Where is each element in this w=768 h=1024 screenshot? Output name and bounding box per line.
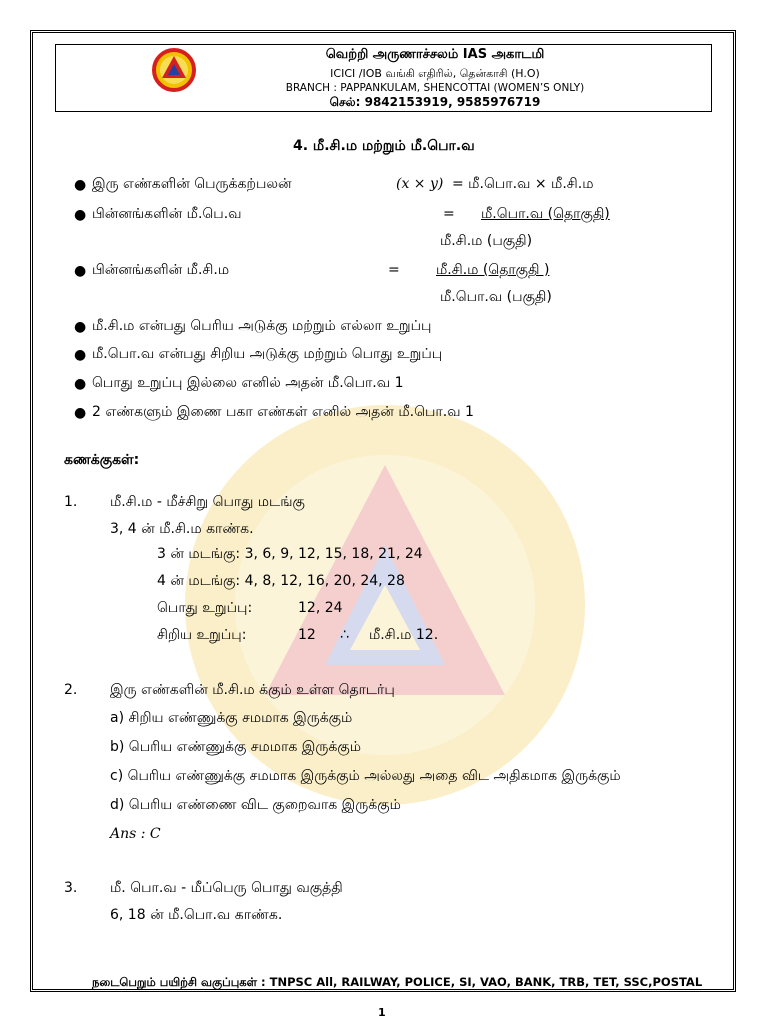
product-rhs: = மீ.பொ.வ × மீ.சி.ம bbox=[452, 176, 594, 192]
problem3-heading: மீ. பொ.வ - மீப்பெரு பொது வகுத்தி bbox=[110, 880, 343, 896]
smallest-value: 12 bbox=[298, 627, 316, 643]
fact-item: மீ.சி.ம என்பது பெரிய அடுக்கு மற்றும் எல்லா உறுப்பு bbox=[92, 318, 432, 334]
phone-line: செல்: 9842153919, 9585976719 bbox=[329, 95, 541, 109]
fraction-lcm-numerator: மீ.சி.ம (தொகுதி ) bbox=[436, 262, 550, 278]
problem3-question: 6, 18 ன் மீ.பொ.வ காண்க. bbox=[110, 907, 283, 923]
product-label: இரு எண்களின் பெருக்கற்பலன் bbox=[92, 176, 292, 192]
common-value: 12, 24 bbox=[298, 600, 343, 616]
address-line: ICICI /IOB வங்கி எதிரில், தென்காசி (H.O) bbox=[330, 67, 540, 80]
multiples-of-4: 4 ன் மடங்கு: 4, 8, 12, 16, 20, 24, 28 bbox=[157, 573, 405, 589]
common-label: பொது உறுப்பு: bbox=[157, 600, 253, 616]
fraction-hcf-equals: = bbox=[443, 206, 455, 222]
academy-logo bbox=[152, 48, 196, 92]
fraction-lcm-denominator: மீ.பொ.வ (பகுதி) bbox=[440, 289, 552, 305]
page-number: 1 bbox=[378, 1006, 386, 1019]
option-a: a) சிறிய எண்ணுக்கு சமமாக இருக்கும் bbox=[110, 710, 353, 726]
problem1-question: 3, 4 ன் மீ.சி.ம காண்க. bbox=[110, 521, 254, 537]
product-lhs: (x × y) bbox=[396, 176, 444, 192]
problem1-result: மீ.சி.ம 12. bbox=[369, 627, 439, 643]
bullet-icon: ● bbox=[74, 319, 87, 335]
institute-name: வெற்றி அருணாச்சலம் IAS அகாடமி bbox=[325, 47, 545, 62]
option-d: d) பெரிய எண்ணை விட குறைவாக இருக்கும் bbox=[110, 797, 401, 813]
multiples-of-3: 3 ன் மடங்கு: 3, 6, 9, 12, 15, 18, 21, 24 bbox=[157, 546, 423, 562]
option-b: b) பெரிய எண்ணுக்கு சமமாக இருக்கும் bbox=[110, 739, 361, 755]
problem-number: 3. bbox=[64, 880, 78, 896]
fraction-lcm-equals: = bbox=[388, 262, 400, 278]
page-title: 4. மீ.சி.ம மற்றும் மீ.பொ.வ bbox=[293, 138, 475, 154]
option-c: c) பெரிய எண்ணுக்கு சமமாக இருக்கும் அல்லது அதை விட அதிகமாக இருக்கும் bbox=[110, 768, 621, 784]
fact-item: பொது உறுப்பு இல்லை எனில் அதன் மீ.பொ.வ 1 bbox=[92, 375, 404, 391]
fraction-hcf-label: பின்னங்களின் மீ.பெ.வ bbox=[92, 206, 242, 222]
bullet-icon: ● bbox=[74, 347, 87, 363]
problem-number: 2. bbox=[64, 682, 78, 698]
bullet-icon: ● bbox=[74, 207, 87, 223]
fact-item: 2 எண்களும் இணை பகா எண்கள் எனில் அதன் மீ.பொ.வ 1 bbox=[92, 404, 474, 420]
fraction-hcf-denominator: மீ.சி.ம (பகுதி) bbox=[440, 233, 533, 249]
problems-heading: கணக்குகள்: bbox=[64, 452, 140, 468]
footer-courses: நடைபெறும் பயிற்சி வகுப்புகள் : TNPSC All, RAILWAY, POLICE, SI, VAO, BANK, TRB, TET, SSC,POSTAL bbox=[92, 975, 703, 989]
bullet-icon: ● bbox=[74, 376, 87, 392]
problem1-heading: மீ.சி.ம - மீச்சிறு பொது மடங்கு bbox=[110, 494, 305, 510]
smallest-label: சிறிய உறுப்பு: bbox=[157, 627, 247, 643]
bullet-icon: ● bbox=[74, 177, 87, 193]
branch-line: BRANCH : PAPPANKULAM, SHENCOTTAI (WOMEN’S ONLY) bbox=[285, 82, 585, 94]
bullet-icon: ● bbox=[74, 405, 87, 421]
therefore-symbol: ∴ bbox=[340, 627, 349, 643]
bullet-icon: ● bbox=[74, 263, 87, 279]
problem2-question: இரு எண்களின் மீ.சி.ம க்கும் உள்ள தொடர்பு bbox=[110, 682, 395, 698]
problem2-answer: Ans : C bbox=[110, 826, 161, 842]
fraction-hcf-numerator: மீ.பொ.வ (தொகுதி) bbox=[481, 206, 610, 222]
problem-number: 1. bbox=[64, 494, 78, 510]
fact-item: மீ.பொ.வ என்பது சிறிய அடுக்கு மற்றும் பொது உறுப்பு bbox=[92, 346, 443, 362]
fraction-lcm-label: பின்னங்களின் மீ.சி.ம bbox=[92, 262, 230, 278]
